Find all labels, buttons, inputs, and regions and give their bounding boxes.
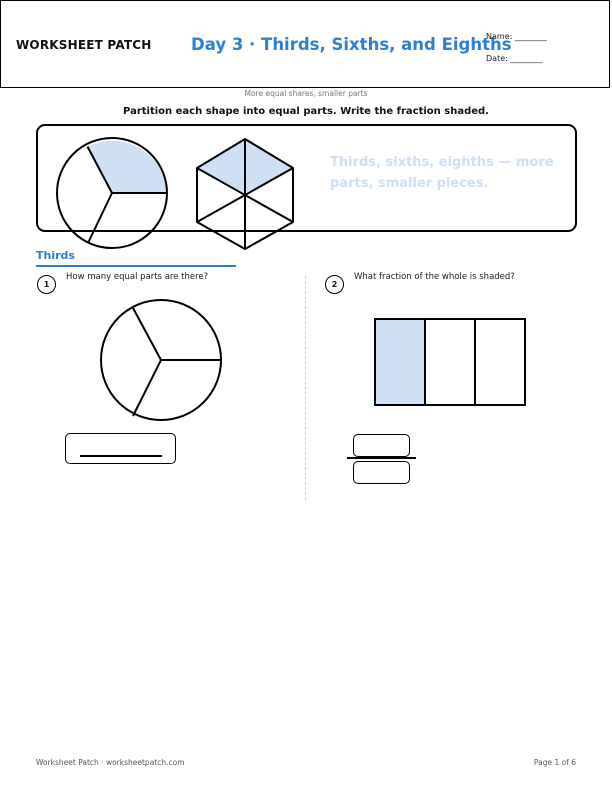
banner-sixths-hexagon bbox=[197, 139, 293, 249]
banner-thirds-circle bbox=[57, 138, 167, 248]
question-1-answer-line bbox=[80, 455, 162, 457]
question-2-prompt: What fraction of the whole is shaded? bbox=[354, 272, 515, 282]
question-2-number: 2 bbox=[325, 275, 344, 294]
footer-page-number: Page 1 of 6 bbox=[533, 758, 576, 767]
fraction-bar bbox=[347, 457, 416, 459]
name-field: Name: ________ bbox=[486, 32, 547, 41]
numerator-box[interactable] bbox=[353, 434, 410, 457]
brand-name: WORKSHEET PATCH bbox=[16, 38, 152, 52]
section-underline bbox=[36, 265, 236, 267]
denominator-box[interactable] bbox=[353, 461, 410, 484]
question-1-answer-box[interactable] bbox=[65, 433, 176, 464]
question-1-number: 1 bbox=[37, 275, 56, 294]
section-title: Thirds bbox=[36, 249, 75, 262]
question-1-prompt: How many equal parts are there? bbox=[66, 272, 209, 282]
rectangle-shaded-part bbox=[375, 319, 425, 405]
footer-site: Worksheet Patch · worksheetpatch.com bbox=[36, 758, 185, 767]
date-field: Date: ________ bbox=[486, 54, 543, 63]
banner-circle-shaded-part bbox=[88, 141, 168, 193]
page-title: Day 3 · Thirds, Sixths, and Eighths bbox=[191, 35, 512, 54]
subtitle: More equal shares, smaller parts bbox=[244, 89, 368, 98]
instructions: Partition each shape into equal parts. Write the fraction shaded. bbox=[123, 106, 489, 117]
banner-text: Thirds, sixths, eighths — more parts, smaller pieces. bbox=[330, 155, 554, 191]
q1-thirds-circle bbox=[101, 300, 221, 420]
column-divider bbox=[305, 276, 306, 500]
q2-thirds-rectangle bbox=[375, 319, 525, 405]
